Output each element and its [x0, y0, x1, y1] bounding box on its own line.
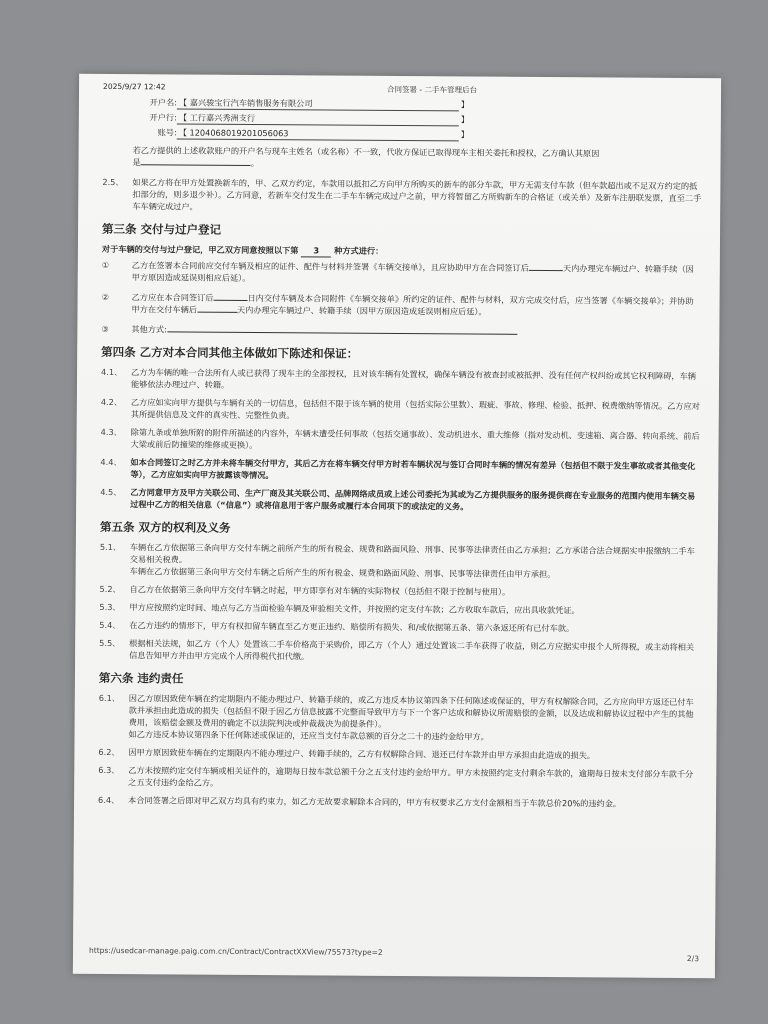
clause-number: 5.2、	[99, 583, 121, 595]
other-method-blank	[167, 323, 517, 334]
clause-text: 本合同签署之后即对甲乙双方均具有约束力，如乙方无故要求解除本合同的，甲方有权要求乙方支付金额相当于车款总价20%的违约金。	[128, 795, 622, 809]
clause-number: 6.2、	[98, 746, 120, 758]
print-date: 2025/9/27 12:42	[103, 81, 166, 92]
clause-item	[100, 583, 700, 599]
section-3-title: 第三条 交付与过户登记	[102, 221, 222, 237]
account-note: 若乙方提供的上述收款账户的开户名与现车主姓名（或名称）不一致，代收方保证已取得现车主相关委托和授权，乙方确认其原因	[132, 145, 600, 159]
clause-number: 4.5、	[100, 486, 122, 498]
clause-item	[98, 692, 698, 744]
clause-item	[99, 619, 699, 635]
clause-text: 乙方为车辆的唯一合法所有人或已获得了现车主的全部授权，且对该车辆有处置权，确保车辆没有被查封或被抵押、没有任何产权纠纷或其它权利障碍，车辆能够依法办理过户、转籍。	[130, 367, 697, 390]
clause-text: 乙方应如实向甲方提供与车辆有关的一切信息，包括但不限于该车辆的使用（包括实际公里数）、瑕疵、事故、修理、检验、抵押、税费缴纳等情况。乙方应对其所提供信息及文件的真实性、完整性负责。	[130, 397, 700, 421]
blank-reason	[141, 156, 251, 166]
clause-item	[100, 456, 700, 484]
section-3-intro: 对于车辆的交付与过户登记，甲乙双方同意按照以下第 3 种方式进行：	[101, 243, 384, 256]
section-5-title: 第五条 双方的权利及义务	[99, 519, 231, 535]
clause-item	[99, 601, 699, 617]
page-number: 2/3	[686, 954, 700, 964]
clause-text: 除第九条或单独所附的附件所描述的内容外，车辆未遭受任何事故（包括交通事故）、发动机进水、重大维修（指对发动机、变速箱、离合器、转向系统、前后大梁或前后防撞梁的维修或更换）。	[130, 427, 700, 451]
clause-item	[100, 541, 700, 581]
account-note-reason: 是 。	[132, 157, 259, 169]
clause-number: 6.4、	[98, 794, 120, 806]
clause-text: 如本合同签订之时乙方并未将车辆交付甲方，其后乙方在将车辆交付甲方时若车辆状况与签订合同时车辆的情况有差异（包括但不限于发生事故或者其他变化等），乙方应如实向甲方披露该等情况。	[130, 457, 696, 481]
section-3-option-2: ② 乙方应在本合同签订后 日内交付车辆及本合同附件《车辆交接单》所约定的证件、配件与材料，双方完成交付后，应当签署《车辆交接单》；并协助甲方在交付车辆后 天内办理完车辆过户、转籍手续（因甲方原因造成延误则相应后延）。	[101, 291, 694, 317]
method-number: 3	[301, 244, 331, 257]
print-title: 合同签署 - 二手车管理后台	[387, 84, 478, 95]
clause-text: 车辆在乙方依据第三条向甲方交付车辆之前所产生的所有税金、规费和路面风险、刑事、民事等法律责任由乙方承担；乙方承诺合法合规据实申报缴纳二手车交易相关税费。 车辆在乙方依据第三条向甲方交付车辆之后所产生的所有税金、规费和路面风险、刑事、民事等法律责任由甲方承担。	[129, 542, 695, 580]
account-row-name: 开户名: 【 嘉兴骏宝行汽车销售服务有限公司 】	[149, 97, 470, 110]
clause-item	[100, 486, 700, 514]
section-3-option-3: ③ 其他方式:	[101, 323, 701, 339]
account-bank-value: 【 工行嘉兴秀洲支行	[177, 111, 459, 126]
clause-text: 甲方应按照约定时间、地点与乙方当面检验车辆及审验相关文件，并按照约定支付车款；乙方收取车款后，应出具收款凭证。	[129, 602, 580, 616]
account-row-number: 账号: 【 1204068019201056063 】	[157, 127, 469, 140]
clause-number: 4.2、	[100, 396, 123, 408]
clause-item	[99, 637, 699, 665]
clause-number: 4.4、	[100, 456, 122, 468]
section-5-items	[99, 541, 700, 665]
clause-item	[98, 764, 698, 792]
account-number-value: 【 1204068019201056063	[177, 126, 459, 141]
clause-number: 5.1、	[99, 541, 122, 553]
clause-number: 6.1、	[98, 692, 121, 704]
contract-body	[98, 96, 703, 812]
clause-number: 5.5、	[99, 637, 121, 649]
account-name-value: 【 嘉兴骏宝行汽车销售服务有限公司	[177, 96, 459, 111]
clause-text: 因甲方原因致使车辆在约定期限内不能办理过户、转籍手续的，乙方有权解除合同、退还已付车款并由甲方承担由此造成的损失。	[128, 747, 596, 761]
contract-page	[73, 74, 721, 978]
clause-2-5: 2.5、 如果乙方将在甲方处置换新车的，甲、乙双方约定，车款用以抵扣乙方向甲方所购买的新车的部分车款，甲方无需支付车款（但车款超出或不足双方约定的抵扣部分的，则多退少补）。乙方同意，若新车交付发生在二手车车辆完成过户之前，甲方将暂留乙方所购新车的合格证（或关单）及新车注册联发票，直至二手车车辆完成过户。	[102, 176, 702, 212]
clause-number: 5.4、	[99, 619, 121, 631]
clause-text: 在乙方违约的情形下，甲方有权扣留车辆直至乙方更正违约、赔偿所有损失、和/或依据第五条、第六条返还所有已付车款。	[129, 620, 575, 634]
clause-number: 4.1、	[101, 366, 123, 378]
footer-url: https://usedcar-manage.paig.com.cn/Contract/ContractXXView/75573?type=2	[88, 945, 383, 957]
account-row-bank: 开户行: 【 工行嘉兴秀洲支行 】	[149, 112, 470, 125]
clause-item	[98, 794, 698, 810]
clause-text: 乙方同意甲方及甲方关联公司、生产厂商及其关联公司、品牌网络成员或上述公司委托为其或为乙方提供服务的服务提供商在专业服务的范围内使用车辆交易过程中乙方的相关信息（“信息”）或将信息用于客户服务或履行本合同项下的或法定的义务。	[130, 487, 696, 512]
clause-text: 自乙方在依据第三条向甲方交付车辆之时起，甲方即享有对车辆的实际物权（包括但不限于控制与使用）。	[129, 584, 511, 597]
section-3-option-1: ① 乙方在签署本合同前应交付车辆及相应的证件、配件与材料并签署《车辆交接单》，且应协助甲方在合同签订后 天内办理完车辆过户、转籍手续（因甲方原因造成延误则相应后延）。	[101, 259, 694, 283]
clause-number: 5.3、	[99, 601, 121, 613]
section-6-title: 第六条 违约责任	[98, 670, 184, 686]
clause-item	[98, 746, 698, 762]
clause-number: 4.3、	[100, 426, 122, 438]
clause-number: 6.3、	[98, 764, 120, 776]
clause-item	[101, 396, 701, 424]
clause-text: 因乙方原因致使车辆在约定期限内不能办理过户、转籍手续的，或乙方违反本协议第四条下任何陈述或保证的，甲方有权解除合同，乙方应向甲方返还已付车款并承担由此造成的损失（包括但不限于因乙方信息披露不完整而导致甲方与下一个客户达成和解协议所需赔偿的金额，以及达成和解协议过程中产生的其他费用，该赔偿金额及费用的确定不以法院判决或仲裁裁决为前提条件）。 如乙方违反本协议第四条下任何陈述或保证的，还应当支付车款总额的百分之二十的违约金给甲方。	[128, 693, 694, 742]
clause-item	[101, 366, 701, 394]
section-6-items	[98, 692, 699, 810]
section-4-items	[100, 366, 701, 514]
clause-text: 根据相关法规，如乙方（个人）处置该二手车价格高于采购价，即乙方（个人）通过处置该二手车获得了收益，则乙方应据实申报个人所得税，或主动将相关信息告知甲方并由甲方完成个人所得税代扣代缴。	[129, 638, 695, 662]
clause-item	[101, 426, 701, 454]
clause-text: 乙方未按照约定交付车辆或相关证件的，逾期每日按车款总额千分之五支付违约金给甲方。甲方未按照约定支付剩余车款的，逾期每日按未支付部分车款千分之五支付违约金给乙方。	[128, 765, 694, 788]
section-4-title: 第四条 乙方对本合同其他主体做如下陈述和保证：	[101, 344, 359, 361]
